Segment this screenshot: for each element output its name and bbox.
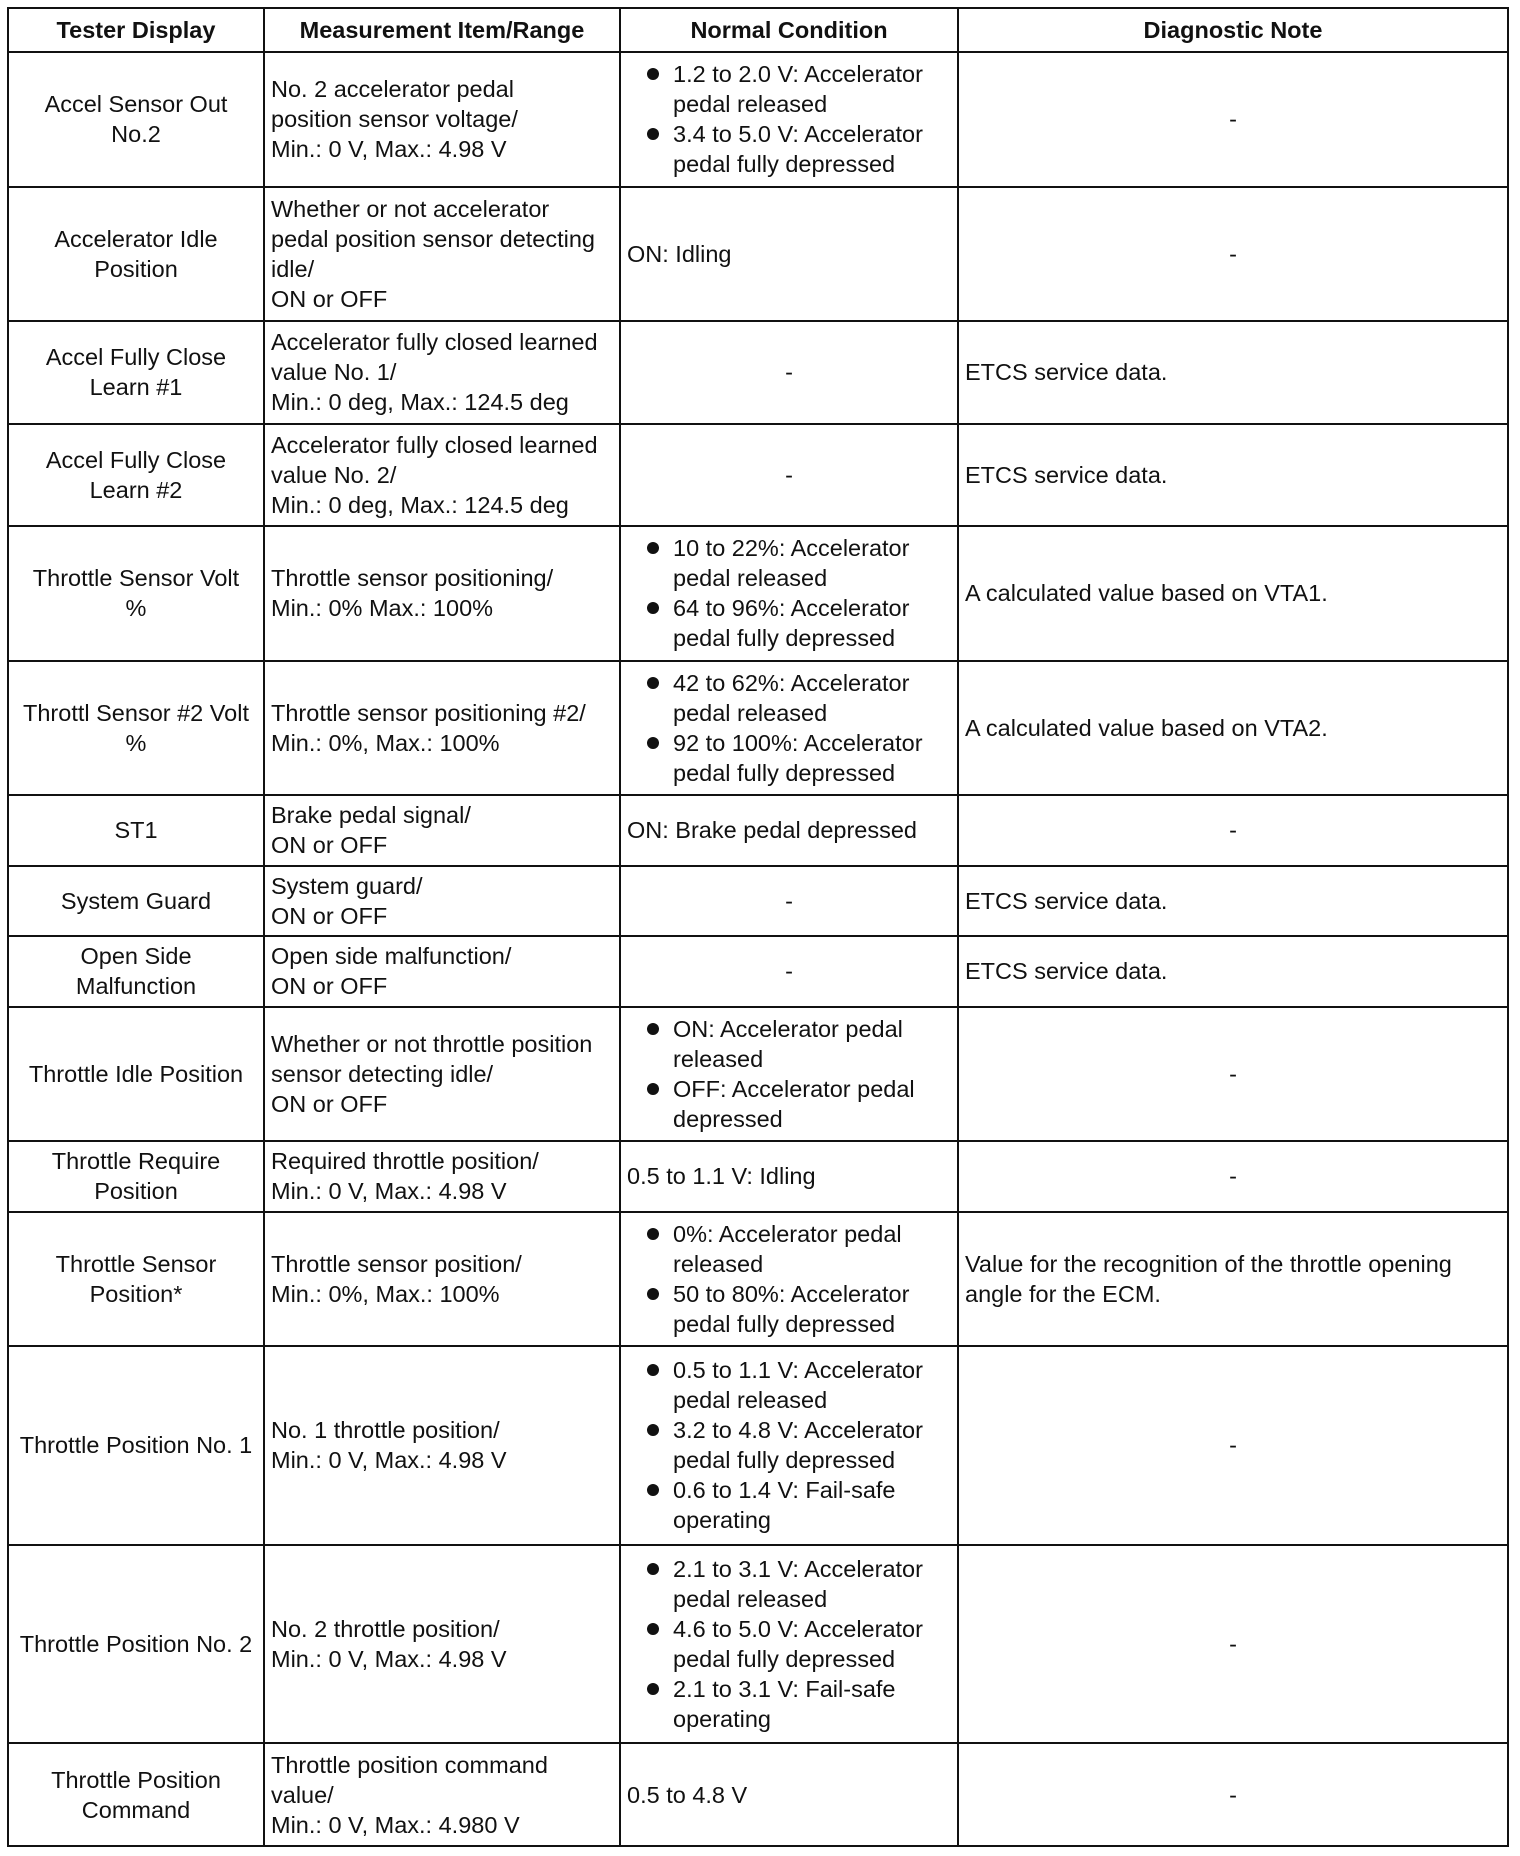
- diagnostic-note-cell: -: [958, 1743, 1508, 1846]
- table-row: [8, 424, 1508, 527]
- measurement-item-cell: No. 1 throttle position/ Min.: 0 V, Max.: 4.98 V: [264, 1346, 620, 1545]
- tester-display-cell: Throttle Sensor Position*: [8, 1212, 264, 1347]
- header-row: [8, 8, 1508, 52]
- tester-display-cell: Throttle Position Command: [8, 1743, 264, 1846]
- diagnostic-note-cell: -: [958, 187, 1508, 322]
- normal-condition-cell: [620, 1007, 958, 1142]
- measurement-item-cell: Accelerator fully closed learned value No. 2/ Min.: 0 deg, Max.: 124.5 deg: [264, 424, 620, 527]
- table-row: [8, 1007, 1508, 1142]
- normal-condition-cell: -: [620, 321, 958, 424]
- normal-condition-item: 4.6 to 5.0 V: Accelerator pedal fully depressed: [627, 1614, 951, 1674]
- tester-display-cell: Accel Sensor Out No.2: [8, 52, 264, 187]
- normal-condition-list: [627, 1554, 951, 1734]
- diagnostic-note-cell: -: [958, 1346, 1508, 1545]
- measurement-item-cell: Whether or not accelerator pedal position sensor detecting idle/ ON or OFF: [264, 187, 620, 322]
- tester-display-cell: Accel Fully Close Learn #2: [8, 424, 264, 527]
- measurement-item-cell: Throttle sensor positioning/ Min.: 0% Max.: 100%: [264, 526, 620, 661]
- measurement-item-cell: No. 2 accelerator pedal position sensor voltage/ Min.: 0 V, Max.: 4.98 V: [264, 52, 620, 187]
- tester-display-cell: Throttle Position No. 2: [8, 1545, 264, 1744]
- tester-display-cell: Throttle Position No. 1: [8, 1346, 264, 1545]
- table-row: [8, 795, 1508, 865]
- diagnostic-note-cell: ETCS service data.: [958, 936, 1508, 1006]
- tester-display-cell: System Guard: [8, 866, 264, 936]
- tester-display-cell: Accelerator Idle Position: [8, 187, 264, 322]
- normal-condition-item: 3.2 to 4.8 V: Accelerator pedal fully depressed: [627, 1415, 951, 1475]
- diagnostic-note-cell: A calculated value based on VTA1.: [958, 526, 1508, 661]
- table-row: [8, 1346, 1508, 1545]
- normal-condition-item: 92 to 100%: Accelerator pedal fully depressed: [627, 728, 951, 788]
- table-row: [8, 661, 1508, 796]
- measurement-item-cell: System guard/ ON or OFF: [264, 866, 620, 936]
- table-row: [8, 1212, 1508, 1347]
- diagnostic-note-cell: ETCS service data.: [958, 424, 1508, 527]
- table-row: [8, 1545, 1508, 1744]
- normal-condition-cell: [620, 1545, 958, 1744]
- diagnostic-note-cell: -: [958, 1545, 1508, 1744]
- measurement-item-cell: Open side malfunction/ ON or OFF: [264, 936, 620, 1006]
- table-row: [8, 866, 1508, 936]
- normal-condition-item: 1.2 to 2.0 V: Accelerator pedal released: [627, 59, 951, 119]
- table-row: [8, 321, 1508, 424]
- normal-condition-cell: -: [620, 866, 958, 936]
- measurement-item-cell: Brake pedal signal/ ON or OFF: [264, 795, 620, 865]
- table-row: [8, 1743, 1508, 1846]
- data-list-table: [7, 7, 1509, 1847]
- normal-condition-item: 3.4 to 5.0 V: Accelerator pedal fully depressed: [627, 119, 951, 179]
- data-list-table-container: [7, 7, 1507, 1847]
- header-diagnostic-note: Diagnostic Note: [958, 8, 1508, 52]
- table-row: [8, 526, 1508, 661]
- normal-condition-item: 0.6 to 1.4 V: Fail-safe operating: [627, 1475, 951, 1535]
- table-row: [8, 187, 1508, 322]
- normal-condition-item: 2.1 to 3.1 V: Fail-safe operating: [627, 1674, 951, 1734]
- tester-display-cell: Throttle Idle Position: [8, 1007, 264, 1142]
- diagnostic-note-cell: ETCS service data.: [958, 866, 1508, 936]
- measurement-item-cell: No. 2 throttle position/ Min.: 0 V, Max.: 4.98 V: [264, 1545, 620, 1744]
- measurement-item-cell: Whether or not throttle position sensor detecting idle/ ON or OFF: [264, 1007, 620, 1142]
- tester-display-cell: Accel Fully Close Learn #1: [8, 321, 264, 424]
- header-measurement-item: Measurement Item/Range: [264, 8, 620, 52]
- tester-display-cell: Throttl Sensor #2 Volt %: [8, 661, 264, 796]
- normal-condition-cell: -: [620, 424, 958, 527]
- normal-condition-item: 0.5 to 1.1 V: Accelerator pedal released: [627, 1355, 951, 1415]
- normal-condition-item: OFF: Accelerator pedal depressed: [627, 1074, 951, 1134]
- normal-condition-item: 2.1 to 3.1 V: Accelerator pedal released: [627, 1554, 951, 1614]
- diagnostic-note-cell: ETCS service data.: [958, 321, 1508, 424]
- diagnostic-note-cell: -: [958, 1007, 1508, 1142]
- measurement-item-cell: Throttle sensor position/ Min.: 0%, Max.: 100%: [264, 1212, 620, 1347]
- normal-condition-cell: [620, 1212, 958, 1347]
- table-row: [8, 52, 1508, 187]
- normal-condition-cell: ON: Brake pedal depressed: [620, 795, 958, 865]
- normal-condition-cell: [620, 661, 958, 796]
- table-body: [8, 52, 1508, 1846]
- table-row: [8, 1141, 1508, 1211]
- measurement-item-cell: Throttle position command value/ Min.: 0 V, Max.: 4.980 V: [264, 1743, 620, 1846]
- normal-condition-list: [627, 59, 951, 179]
- diagnostic-note-cell: -: [958, 52, 1508, 187]
- table-row: [8, 936, 1508, 1006]
- normal-condition-cell: ON: Idling: [620, 187, 958, 322]
- normal-condition-cell: 0.5 to 1.1 V: Idling: [620, 1141, 958, 1211]
- tester-display-cell: Open Side Malfunction: [8, 936, 264, 1006]
- diagnostic-note-cell: Value for the recognition of the throttle opening angle for the ECM.: [958, 1212, 1508, 1347]
- normal-condition-item: 50 to 80%: Accelerator pedal fully depressed: [627, 1279, 951, 1339]
- tester-display-cell: Throttle Sensor Volt %: [8, 526, 264, 661]
- tester-display-cell: ST1: [8, 795, 264, 865]
- normal-condition-list: [627, 1219, 951, 1339]
- normal-condition-cell: -: [620, 936, 958, 1006]
- normal-condition-item: 42 to 62%: Accelerator pedal released: [627, 668, 951, 728]
- diagnostic-note-cell: A calculated value based on VTA2.: [958, 661, 1508, 796]
- normal-condition-item: ON: Accelerator pedal released: [627, 1014, 951, 1074]
- measurement-item-cell: Required throttle position/ Min.: 0 V, Max.: 4.98 V: [264, 1141, 620, 1211]
- normal-condition-cell: 0.5 to 4.8 V: [620, 1743, 958, 1846]
- diagnostic-note-cell: -: [958, 1141, 1508, 1211]
- normal-condition-item: 0%: Accelerator pedal released: [627, 1219, 951, 1279]
- header-normal-condition: Normal Condition: [620, 8, 958, 52]
- normal-condition-cell: [620, 1346, 958, 1545]
- normal-condition-cell: [620, 526, 958, 661]
- tester-display-cell: Throttle Require Position: [8, 1141, 264, 1211]
- normal-condition-item: 64 to 96%: Accelerator pedal fully depressed: [627, 593, 951, 653]
- measurement-item-cell: Accelerator fully closed learned value No. 1/ Min.: 0 deg, Max.: 124.5 deg: [264, 321, 620, 424]
- measurement-item-cell: Throttle sensor positioning #2/ Min.: 0%, Max.: 100%: [264, 661, 620, 796]
- diagnostic-note-cell: -: [958, 795, 1508, 865]
- normal-condition-cell: [620, 52, 958, 187]
- normal-condition-list: [627, 1014, 951, 1134]
- normal-condition-list: [627, 1355, 951, 1535]
- header-tester-display: Tester Display: [8, 8, 264, 52]
- normal-condition-list: [627, 533, 951, 653]
- normal-condition-item: 10 to 22%: Accelerator pedal released: [627, 533, 951, 593]
- normal-condition-list: [627, 668, 951, 788]
